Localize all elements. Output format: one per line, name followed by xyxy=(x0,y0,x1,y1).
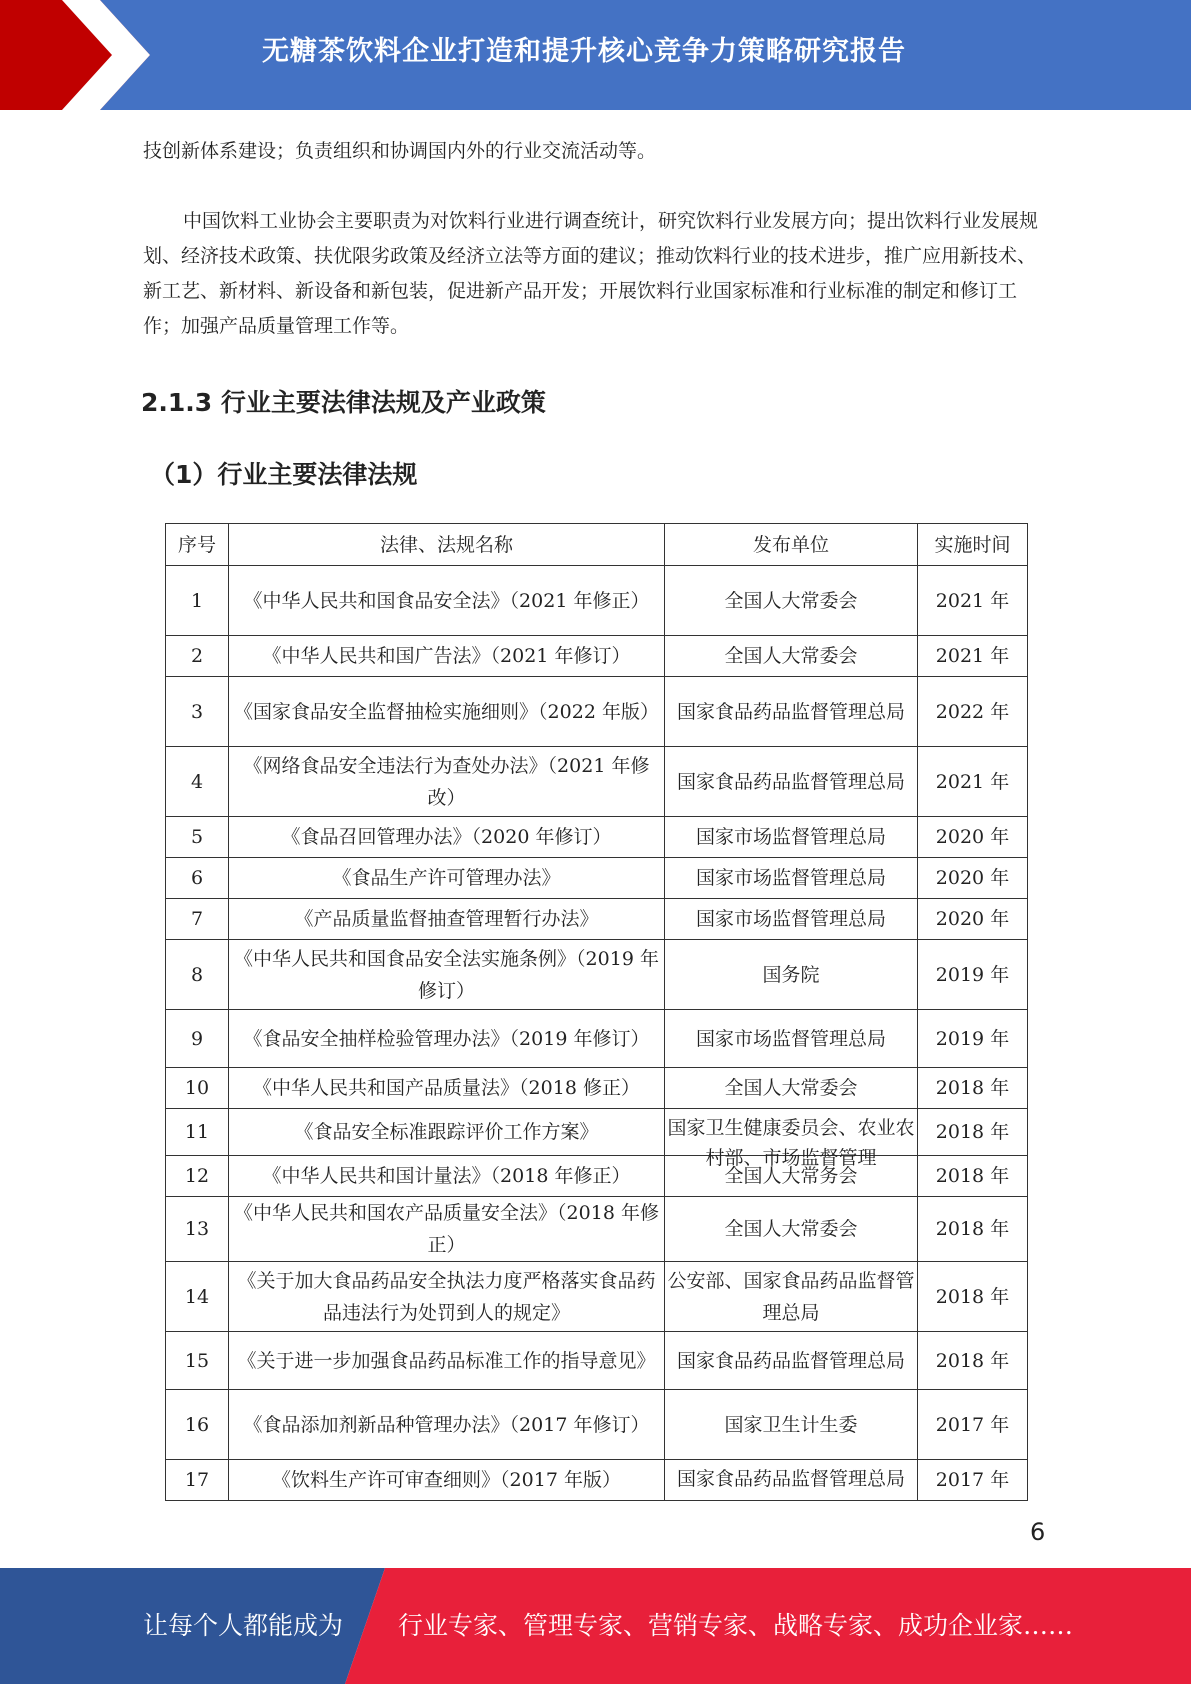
table-row xyxy=(166,636,1028,677)
laws-table-container xyxy=(165,523,1027,1491)
cell-law-name: 《中华人民共和国广告法》（2021 年修订） xyxy=(229,636,665,677)
cell-issuer: 国家食品药品监督管理总局 xyxy=(665,1332,918,1390)
cell-effective-date: 2021 年 xyxy=(918,747,1028,817)
footer-slogan-left: 让每个人都能成为 xyxy=(143,1611,344,1640)
table-row xyxy=(166,1156,1028,1197)
cell-issuer: 全国人大常委会 xyxy=(665,1068,918,1109)
page-header xyxy=(0,0,1191,110)
table-row xyxy=(166,1332,1028,1390)
cell-effective-date: 2017 年 xyxy=(918,1390,1028,1460)
table-header-row xyxy=(166,524,1028,566)
cell-index: 11 xyxy=(166,1109,229,1156)
table-body xyxy=(166,566,1028,1501)
cell-effective-date: 2019 年 xyxy=(918,1010,1028,1068)
cell-index: 4 xyxy=(166,747,229,817)
cell-index: 2 xyxy=(166,636,229,677)
cell-effective-date: 2020 年 xyxy=(918,899,1028,940)
cell-index: 8 xyxy=(166,940,229,1010)
paragraph-continued: 技创新体系建设；负责组织和协调国内外的行业交流活动等。 xyxy=(143,140,657,162)
cell-effective-date: 2017 年 xyxy=(918,1460,1028,1501)
table-row xyxy=(166,858,1028,899)
table-row xyxy=(166,1010,1028,1068)
cell-law-name: 《食品安全标准跟踪评价工作方案》 xyxy=(229,1109,665,1156)
cell-index: 7 xyxy=(166,899,229,940)
cell-index: 12 xyxy=(166,1156,229,1197)
cell-index: 10 xyxy=(166,1068,229,1109)
table-row xyxy=(166,1262,1028,1332)
section-heading: 2.1.3 行业主要法律法规及产业政策 xyxy=(141,388,546,417)
cell-issuer: 国家卫生计生委 xyxy=(665,1390,918,1460)
cell-index: 9 xyxy=(166,1010,229,1068)
footer-slogan-right: 行业专家、管理专家、营销专家、战略专家、成功企业家…… xyxy=(398,1611,1074,1640)
cell-issuer: 国家市场监督管理总局 xyxy=(665,1010,918,1068)
table-row xyxy=(166,677,1028,747)
cell-law-name: 《产品质量监督抽查管理暂行办法》 xyxy=(229,899,665,940)
cell-index: 1 xyxy=(166,566,229,636)
cell-law-name: 《中华人民共和国产品质量法》（2018 修正） xyxy=(229,1068,665,1109)
cell-index: 17 xyxy=(166,1460,229,1501)
cell-issuer xyxy=(665,1460,918,1501)
cell-law-name: 《关于进一步加强食品药品标准工作的指导意见》 xyxy=(229,1332,665,1390)
cell-law-name: 《饮料生产许可审查细则》（2017 年版） xyxy=(229,1460,665,1501)
cell-issuer: 全国人大常委会 xyxy=(665,1197,918,1262)
cell-issuer: 全国人大常委会 xyxy=(665,636,918,677)
page-footer xyxy=(0,1568,1191,1684)
cell-issuer: 国家市场监督管理总局 xyxy=(665,899,918,940)
cell-issuer: 公安部、国家食品药品监督管理总局 xyxy=(665,1262,918,1332)
cell-index: 15 xyxy=(166,1332,229,1390)
cell-law-name: 《中华人民共和国食品安全法实施条例》（2019 年修订） xyxy=(229,940,665,1010)
table-row xyxy=(166,566,1028,636)
cell-effective-date: 2022 年 xyxy=(918,677,1028,747)
header-index: 序号 xyxy=(166,524,229,566)
paragraph-association-duties: 中国饮料工业协会主要职责为对饮料行业进行调查统计，研究饮料行业发展方向；提出饮料行业发展规划、经济技术政策、扶优限劣政策及经济立法等方面的建议；推动饮料行业的技术进步，推广应用新技术、新工艺、新材料、新设备和新包装，促进新产品开发；开展饮料行业国家标准和行业标准的制定和修订工作；加强产品质量管理工作等。 xyxy=(143,210,1039,337)
cell-issuer: 国家市场监督管理总局 xyxy=(665,858,918,899)
cell-issuer xyxy=(665,1109,918,1169)
cell-issuer: 全国人大常委会 xyxy=(665,566,918,636)
cell-index: 14 xyxy=(166,1262,229,1332)
cell-effective-date: 2018 年 xyxy=(918,1332,1028,1390)
page-number: 6 xyxy=(1030,1518,1046,1546)
table-row xyxy=(166,1460,1028,1501)
table-row xyxy=(166,1390,1028,1460)
cell-effective-date: 2020 年 xyxy=(918,858,1028,899)
cell-index: 13 xyxy=(166,1197,229,1262)
cell-effective-date: 2018 年 xyxy=(918,1068,1028,1109)
cell-issuer: 国家市场监督管理总局 xyxy=(665,817,918,858)
cell-effective-date: 2021 年 xyxy=(918,636,1028,677)
cell-issuer-text: 国家卫生健康委员会、农业农村部、市场监督管理 xyxy=(667,1117,915,1169)
cell-law-name: 《食品添加剂新品种管理办法》（2017 年修订） xyxy=(229,1390,665,1460)
table-row xyxy=(166,1197,1028,1262)
table-row xyxy=(166,747,1028,817)
header-issuer: 发布单位 xyxy=(665,524,918,566)
cell-effective-date: 2018 年 xyxy=(918,1156,1028,1197)
cell-effective-date: 2018 年 xyxy=(918,1109,1028,1156)
cell-issuer: 国务院 xyxy=(665,940,918,1010)
cell-effective-date: 2018 年 xyxy=(918,1197,1028,1262)
subsection-heading: （1）行业主要法律法规 xyxy=(150,460,418,489)
table-row xyxy=(166,1068,1028,1109)
cell-law-name: 《食品召回管理办法》（2020 年修订） xyxy=(229,817,665,858)
cell-issuer: 国家食品药品监督管理总局 xyxy=(665,677,918,747)
cell-index: 5 xyxy=(166,817,229,858)
table-row xyxy=(166,817,1028,858)
table-row xyxy=(166,1109,1028,1156)
cell-law-name: 《国家食品安全监督抽检实施细则》（2022 年版） xyxy=(229,677,665,747)
cell-issuer-text: 国家食品药品监督管理总局 xyxy=(676,1468,905,1490)
table-row xyxy=(166,899,1028,940)
cell-index: 16 xyxy=(166,1390,229,1460)
table-row xyxy=(166,940,1028,1010)
cell-law-name: 《食品生产许可管理办法》 xyxy=(229,858,665,899)
cell-issuer: 国家食品药品监督管理总局 xyxy=(665,747,918,817)
cell-index: 6 xyxy=(166,858,229,899)
header-law-name: 法律、法规名称 xyxy=(229,524,665,566)
cell-law-name: 《关于加大食品药品安全执法力度严格落实食品药品违法行为处罚到人的规定》 xyxy=(229,1262,665,1332)
cell-effective-date: 2019 年 xyxy=(918,940,1028,1010)
cell-effective-date: 2021 年 xyxy=(918,566,1028,636)
cell-law-name: 《网络食品安全违法行为查处办法》（2021 年修改） xyxy=(229,747,665,817)
cell-effective-date: 2018 年 xyxy=(918,1262,1028,1332)
cell-index: 3 xyxy=(166,677,229,747)
cell-law-name: 《中华人民共和国农产品质量安全法》（2018 年修正） xyxy=(229,1197,665,1262)
header-effective-date: 实施时间 xyxy=(918,524,1028,566)
cell-law-name: 《中华人民共和国食品安全法》（2021 年修正） xyxy=(229,566,665,636)
cell-law-name: 《食品安全抽样检验管理办法》（2019 年修订） xyxy=(229,1010,665,1068)
laws-table xyxy=(165,523,1028,1501)
cell-effective-date: 2020 年 xyxy=(918,817,1028,858)
report-title: 无糖茶饮料企业打造和提升核心竞争力策略研究报告 xyxy=(262,36,906,67)
cell-issuer: 全国人大常务会 xyxy=(665,1156,918,1197)
cell-law-name: 《中华人民共和国计量法》（2018 年修正） xyxy=(229,1156,665,1197)
